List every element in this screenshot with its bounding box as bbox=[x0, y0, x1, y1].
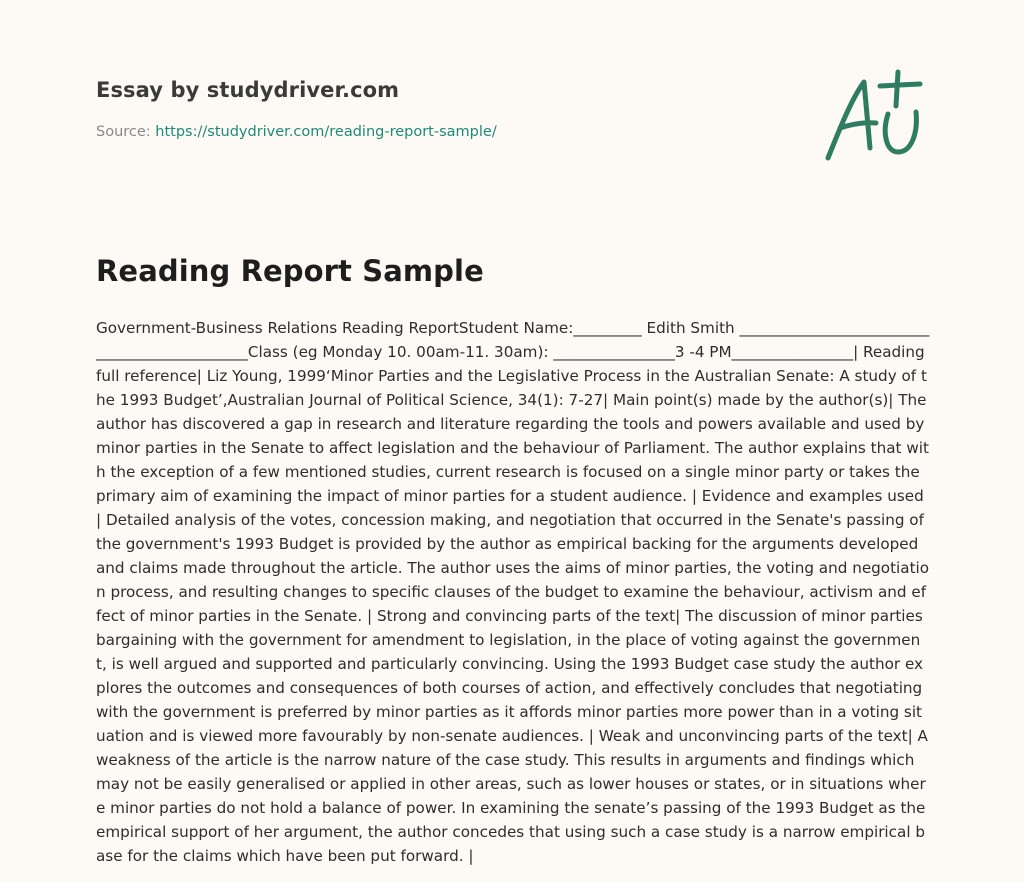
source-label: Source: bbox=[96, 124, 156, 140]
plus-vertical-stroke bbox=[896, 72, 898, 106]
plus-swoosh-stroke bbox=[885, 112, 916, 152]
site-title: Essay by studydriver.com bbox=[96, 78, 400, 102]
a-plus-logo-graphic bbox=[818, 68, 928, 164]
plus-horizontal-stroke bbox=[880, 84, 920, 86]
document-body-text: Government-Business Relations Reading ReportStudent Name:_________ Edith Smith _____________________________________________Class (eg Monday 10. 00am-11. 30am): ________________3 -4 PM________________| Reading full reference| Liz Young, 1999‘Minor Parties and the Legislative Process in the Australian Senate: A study of the 1993 Budget’,Australian Journal of Political Science, 34(1): 7-27| Main point(s) made by the author(s)| The author has discovered a gap in research and literature regarding the tools and powers available and used by minor parties in the Senate to affect legislation and the behaviour of Parliament. The author explains that with the exception of a few mentioned studies, current research is focused on a single minor party or takes the primary aim of examining the impact of minor parties for a student audience. | Evidence and examples used | Detailed analysis of the votes, concession making, and negotiation that occurred in the Senate's passing of the government's 1993 Budget is provided by the author as empirical backing for the arguments developed and claims made throughout the article. The author uses the aims of minor parties, the voting and negotiation process, and resulting changes to specific clauses of the budget to examine the behaviour, activism and effect of minor parties in the Senate. | Strong and convincing parts of the text| The discussion of minor parties bargaining with the government for amendment to legislation, in the place of voting against the government, is well argued and supported and particularly convincing. Using the 1993 Budget case study the author explores the outcomes and consequences of both courses of action, and effectively concludes that negotiating with the government is preferred by minor parties as it affords minor parties more power than in a voting situation and is viewed more favourably by non-senate audiences. | Weak and unconvincing parts of the text| A weakness of the article is the narrow nature of the case study. This results in arguments and findings which may not be easily generalised or applied in other areas, such as lower houses or states, or in situations where minor parties do not hold a balance of power. In examining the senate’s passing of the 1993 Budget as the empirical support of her argument, the author concedes that using such a case study is a narrow empirical base for the claims which have been put forward. | bbox=[96, 319, 930, 865]
source-line bbox=[96, 124, 497, 140]
a-letter-stroke bbox=[828, 82, 870, 158]
page-title: Reading Report Sample bbox=[96, 254, 484, 288]
source-link[interactable]: https://studydriver.com/reading-report-sample/ bbox=[155, 124, 497, 140]
a-plus-icon bbox=[818, 68, 928, 164]
